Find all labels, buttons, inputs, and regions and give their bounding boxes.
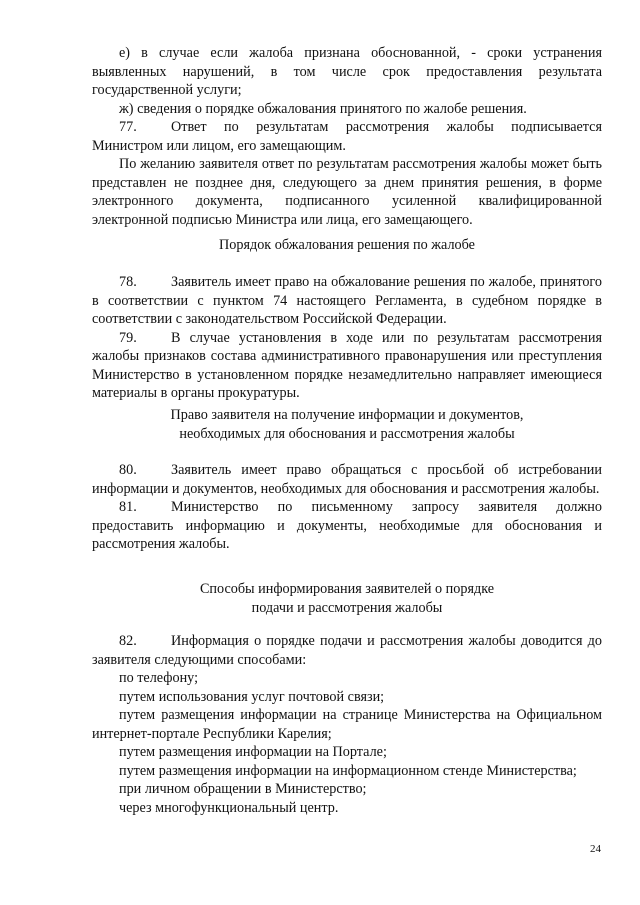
paragraph-77 <box>92 118 602 155</box>
paragraph-77-number: 77. <box>119 119 137 135</box>
paragraph-80-number: 80. <box>119 462 137 478</box>
item-zh: ж) сведения о порядке обжалования принятого по жалобе решения. <box>119 100 527 117</box>
paragraph-79-text: В случае установления в ходе или по результатам рассмотрения жалобы признаков состава административного правонарушения или преступления Министерство в установленном порядке незамедлительно направляет имеющиеся материалы в органы прокуратуры. <box>92 329 602 401</box>
block-appeal-procedure <box>92 273 602 403</box>
paragraph-82-number: 82. <box>119 633 137 649</box>
method-item: при личном обращении в Министерство; <box>119 781 367 797</box>
section-title-informing-line-2: подачи и рассмотрения жалобы <box>251 599 443 616</box>
method-item: по телефону; <box>119 670 199 686</box>
paragraph-80-text: Заявитель имеет право обращаться с просьбой об истребовании информации и документов, необходимых для обоснования и рассмотрения жалобы. <box>92 462 602 497</box>
section-title-informing-methods <box>92 580 602 617</box>
paragraph-80 <box>92 461 602 498</box>
paragraph-78 <box>92 273 602 329</box>
method-item: через многофункциональный центр. <box>119 799 339 816</box>
paragraph-77-extra: По желанию заявителя ответ по результатам рассмотрения жалобы может быть представлен не позднее дня, следующего за днем принятия решения, в форме электронного документа, подписанного усиленной квалифицированной электронной подписью Министра или лица, его замещающего. <box>92 156 602 228</box>
paragraph-82-text: Информация о порядке подачи и рассмотрения жалобы доводится до заявителя следующими способами: <box>92 633 602 668</box>
paragraph-77-text: Ответ по результатам рассмотрения жалобы подписывается Министром или лицом, его замещающим. <box>92 119 602 154</box>
block-appeal-response <box>92 44 602 229</box>
method-item: путем использования услуг почтовой связи; <box>119 688 385 705</box>
paragraph-81 <box>92 498 602 554</box>
section-title-right-line-2: необходимых для обоснования и рассмотрения жалобы <box>179 425 515 442</box>
paragraph-82 <box>92 632 602 669</box>
paragraph-81-text: Министерство по письменному запросу заявителя должно предоставить информацию и документы, необходимые для обоснования и рассмотрения жалобы. <box>92 499 602 552</box>
paragraph-79-number: 79. <box>119 329 137 346</box>
block-informing-methods <box>92 632 602 817</box>
paragraph-78-text: Заявитель имеет право на обжалование решения по жалобе, принятого в соответствии с пунктом 74 настоящего Регламента, в судебном порядке в соответствии с законодательством Российской Федерации. <box>92 274 602 327</box>
section-title-right-line-1: Право заявителя на получение информации и документов, <box>170 407 524 423</box>
section-title-right-to-information <box>92 406 602 443</box>
paragraph-81-number: 81. <box>119 499 137 515</box>
section-title-appeal-procedure: Порядок обжалования решения по жалобе <box>219 237 475 253</box>
block-right-to-information <box>92 461 602 554</box>
paragraph-79 <box>92 329 602 403</box>
method-item: путем размещения информации на Портале; <box>119 744 387 760</box>
item-e: е) в случае если жалоба признана обоснованной, - сроки устранения выявленных нарушений, в том числе срок предоставления результата государственной услуги; <box>92 45 602 98</box>
page-number: 24 <box>590 843 601 855</box>
paragraph-78-number: 78. <box>119 274 137 290</box>
method-item: путем размещения информации на информационном стенде Министерства; <box>119 762 577 779</box>
section-title-informing-line-1: Способы информирования заявителей о порядке <box>199 581 495 597</box>
method-item: путем размещения информации на странице Министерства на Официальном интернет-портале Республики Карелия; <box>92 707 602 742</box>
